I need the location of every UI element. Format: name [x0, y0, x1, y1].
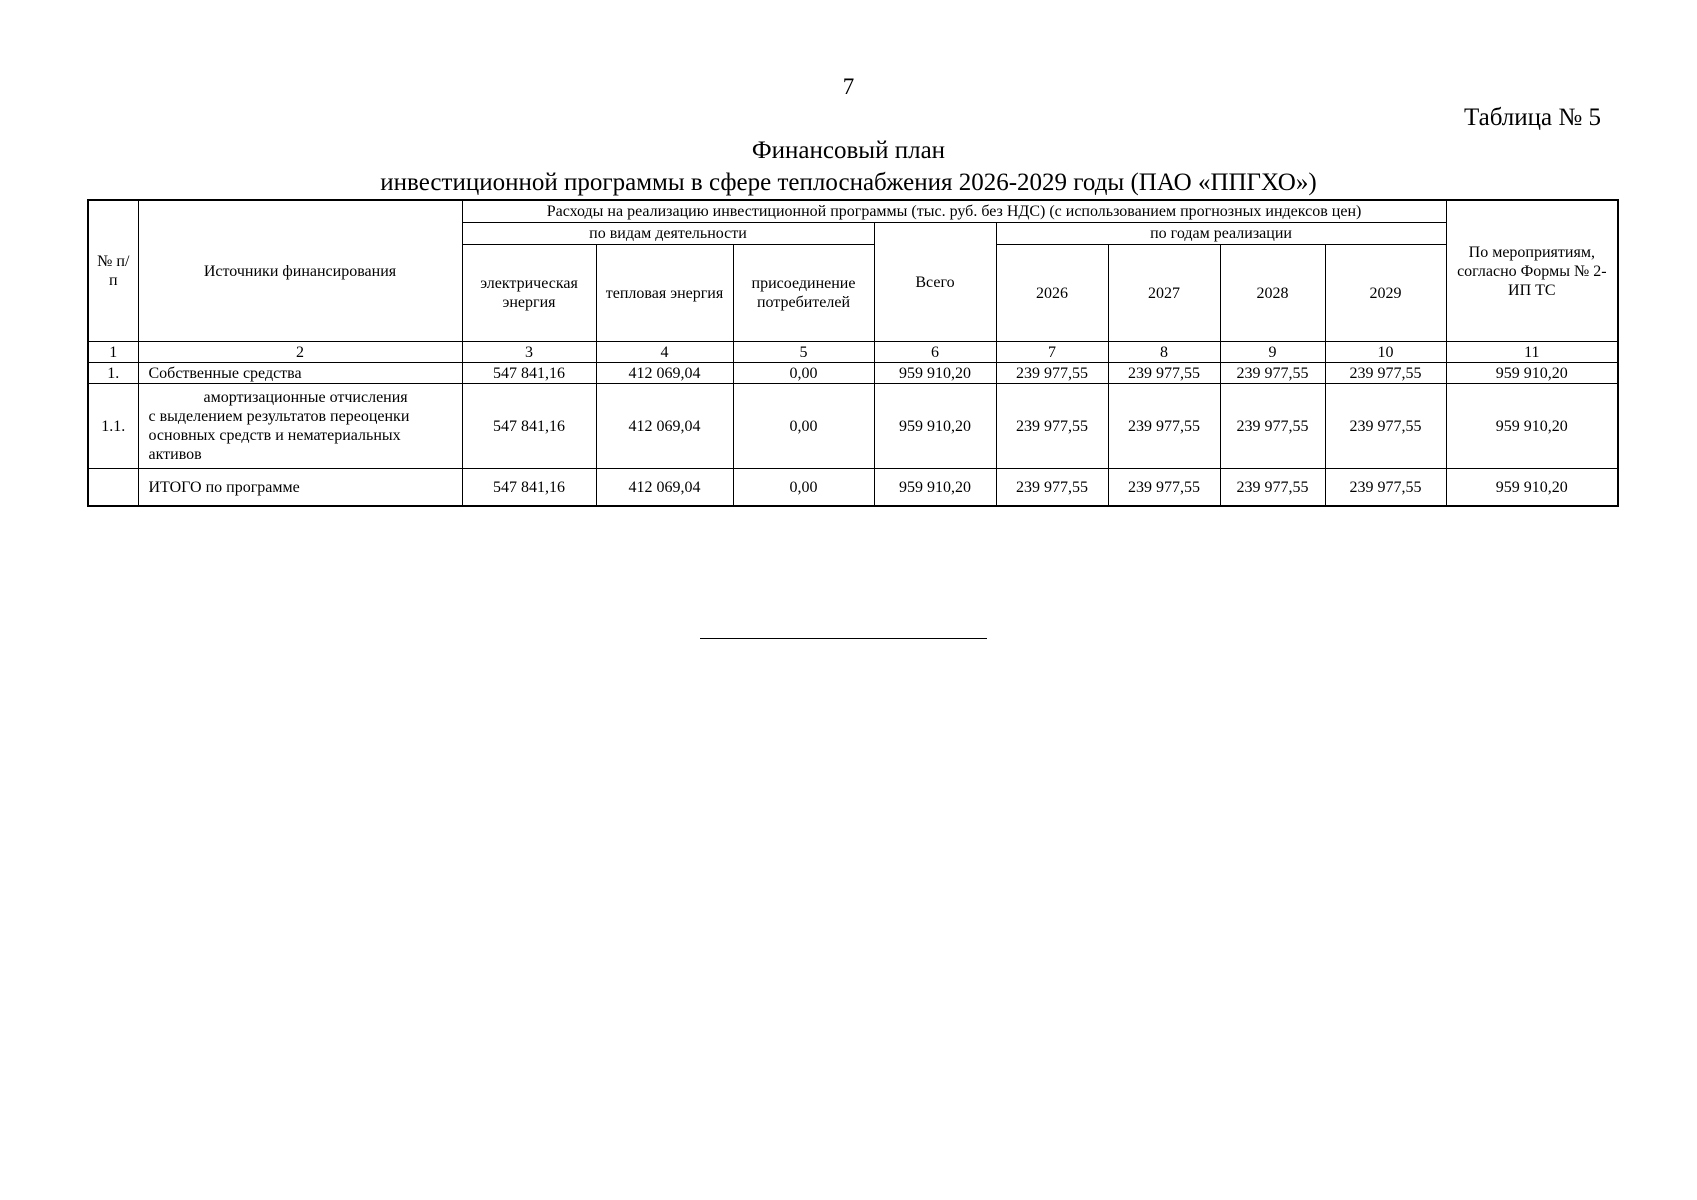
- cell-2026: 239 977,55: [996, 469, 1108, 507]
- cell-thermal: 412 069,04: [596, 363, 733, 384]
- header-year-2027: 2027: [1108, 245, 1220, 342]
- header-connection: присоединение потребителей: [733, 245, 874, 342]
- header-thermal: тепловая энергия: [596, 245, 733, 342]
- column-number: 9: [1220, 342, 1325, 363]
- cell-2027: 239 977,55: [1108, 384, 1220, 469]
- column-number: 10: [1325, 342, 1446, 363]
- row-source-line1: амортизационные отчисления: [203, 389, 408, 406]
- cell-thermal: 412 069,04: [596, 469, 733, 507]
- cell-connection: 0,00: [733, 384, 874, 469]
- cell-total: 959 910,20: [874, 363, 996, 384]
- document-subtitle: инвестиционной программы в сфере теплоснабжения 2026-2029 годы (ПАО «ППГХО»): [380, 169, 1317, 196]
- column-number: 4: [596, 342, 733, 363]
- cell-connection: 0,00: [733, 469, 874, 507]
- header-by-events: По мероприятиям, согласно Формы № 2-ИП ТС: [1446, 200, 1618, 342]
- cell-connection: 0,00: [733, 363, 874, 384]
- row-num: [88, 469, 138, 507]
- row-source: ИТОГО по программе: [138, 469, 462, 507]
- column-number: 11: [1446, 342, 1618, 363]
- page-number: 7: [842, 74, 855, 99]
- row-source: Собственные средства: [138, 363, 462, 384]
- cell-2026: 239 977,55: [996, 363, 1108, 384]
- cell-2026: 239 977,55: [996, 384, 1108, 469]
- row-num: 1.1.: [88, 384, 138, 469]
- row-source: [138, 384, 462, 469]
- table-row-total: [88, 469, 1618, 507]
- row-source-rest: с выделением результатов переоценки основных средств и нематериальных активов: [148, 408, 410, 463]
- cell-thermal: 412 069,04: [596, 384, 733, 469]
- cell-electric: 547 841,16: [462, 384, 596, 469]
- cell-electric: 547 841,16: [462, 363, 596, 384]
- cell-2029: 239 977,55: [1325, 469, 1446, 507]
- column-number: 2: [138, 342, 462, 363]
- end-separator-line: [700, 638, 987, 639]
- document-title: Финансовый план: [751, 137, 946, 164]
- header-by-activity: по видам деятельности: [462, 223, 874, 245]
- header-year-2026: 2026: [996, 245, 1108, 342]
- column-number: 3: [462, 342, 596, 363]
- header-row-1: [88, 200, 1618, 223]
- table-label: Таблица № 5: [1463, 104, 1601, 131]
- column-number: 8: [1108, 342, 1220, 363]
- table-row-own-funds: [88, 363, 1618, 384]
- column-number: 7: [996, 342, 1108, 363]
- header-year-2029: 2029: [1325, 245, 1446, 342]
- column-number: 1: [88, 342, 138, 363]
- cell-2028: 239 977,55: [1220, 469, 1325, 507]
- financial-plan-table: [87, 199, 1619, 507]
- cell-electric: 547 841,16: [462, 469, 596, 507]
- cell-by-events: 959 910,20: [1446, 363, 1618, 384]
- header-electric: электрическая энергия: [462, 245, 596, 342]
- cell-total: 959 910,20: [874, 384, 996, 469]
- row-num: 1.: [88, 363, 138, 384]
- column-number: 5: [733, 342, 874, 363]
- cell-by-events: 959 910,20: [1446, 384, 1618, 469]
- cell-2028: 239 977,55: [1220, 363, 1325, 384]
- cell-2029: 239 977,55: [1325, 384, 1446, 469]
- cell-2027: 239 977,55: [1108, 363, 1220, 384]
- header-sources: Источники финансирования: [138, 200, 462, 342]
- header-expenses: Расходы на реализацию инвестиционной программы (тыс. руб. без НДС) (с использованием прогнозных индексов цен): [462, 200, 1446, 223]
- cell-total: 959 910,20: [874, 469, 996, 507]
- cell-2029: 239 977,55: [1325, 363, 1446, 384]
- cell-2027: 239 977,55: [1108, 469, 1220, 507]
- header-total: Всего: [874, 223, 996, 342]
- table-row-depreciation: [88, 384, 1618, 469]
- header-num: № п/п: [88, 200, 138, 342]
- header-by-years: по годам реализации: [996, 223, 1446, 245]
- cell-2028: 239 977,55: [1220, 384, 1325, 469]
- cell-by-events: 959 910,20: [1446, 469, 1618, 507]
- header-year-2028: 2028: [1220, 245, 1325, 342]
- column-numbers-row: [88, 342, 1618, 363]
- column-number: 6: [874, 342, 996, 363]
